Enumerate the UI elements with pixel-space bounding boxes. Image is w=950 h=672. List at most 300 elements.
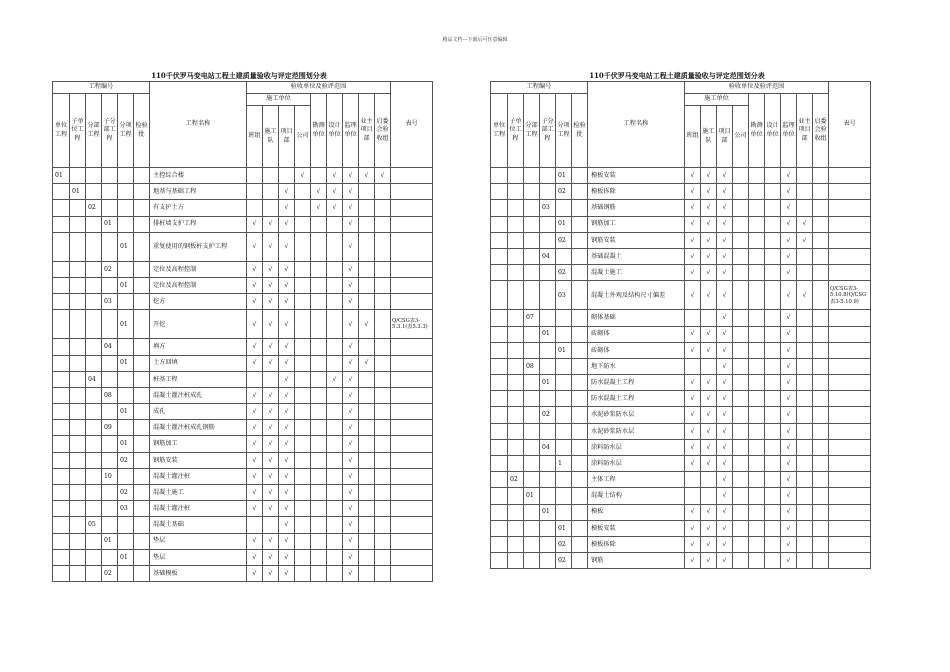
design-check — [765, 281, 781, 310]
owner-check — [359, 261, 375, 277]
project-name: 挖方 — [150, 294, 247, 310]
sub-unit-code — [508, 265, 524, 281]
survey-check — [311, 517, 327, 533]
item-code — [118, 294, 134, 310]
committee-check — [375, 436, 391, 452]
survey-check — [749, 184, 765, 200]
design-check — [327, 294, 343, 310]
survey-check — [311, 436, 327, 452]
division-code — [524, 553, 540, 569]
header-crew: 施工队 — [701, 106, 717, 168]
unit-code — [491, 520, 508, 536]
survey-check — [311, 501, 327, 517]
header-sub-division: 子分部工程 — [540, 94, 556, 168]
company-check — [295, 232, 311, 261]
lot-code — [572, 326, 588, 342]
sub-unit-code — [508, 168, 524, 184]
company-check — [733, 310, 749, 326]
design-check — [765, 342, 781, 358]
sub-division-code — [102, 452, 118, 468]
design-check: √ — [327, 371, 343, 387]
table-row — [53, 387, 433, 403]
sub-division-code — [102, 501, 118, 517]
project-name: 模板拆除 — [588, 536, 685, 552]
table-row — [491, 184, 871, 200]
project-dept-check: √ — [717, 439, 733, 455]
project-name: 成孔 — [150, 404, 247, 420]
committee-check — [813, 553, 829, 569]
lot-code — [572, 358, 588, 374]
project-dept-check: √ — [279, 549, 295, 565]
item-code: 03 — [556, 281, 572, 310]
lot-code — [572, 456, 588, 472]
survey-check — [749, 326, 765, 342]
table-header — [53, 82, 433, 168]
table-row — [53, 294, 433, 310]
design-check — [765, 232, 781, 248]
unit-code — [53, 533, 70, 549]
sub-unit-code — [70, 339, 86, 355]
team-check: √ — [685, 200, 701, 216]
sub-division-code — [540, 310, 556, 326]
owner-check — [797, 310, 813, 326]
supervision-check: √ — [343, 549, 359, 565]
unit-code — [491, 310, 508, 326]
committee-check — [813, 281, 829, 310]
design-check — [327, 404, 343, 420]
item-code: 02 — [556, 232, 572, 248]
form-number — [391, 294, 433, 310]
owner-check — [797, 375, 813, 391]
form-number — [391, 355, 433, 371]
item-code: 01 — [118, 232, 134, 261]
committee-check — [375, 184, 391, 200]
table-row — [491, 472, 871, 488]
lot-code — [134, 436, 150, 452]
crew-check: √ — [701, 553, 717, 569]
unit-code — [491, 265, 508, 281]
crew-check — [263, 517, 279, 533]
header-construction-unit: 施工单位 — [685, 94, 749, 106]
form-number — [391, 200, 433, 216]
design-check — [327, 517, 343, 533]
header-committee: 启委会验收组 — [813, 94, 829, 168]
project-dept-check: √ — [279, 339, 295, 355]
lot-code — [134, 501, 150, 517]
header-sub-item: 分项工程 — [118, 94, 134, 168]
sub-division-code — [102, 517, 118, 533]
team-check: √ — [685, 423, 701, 439]
header-team: 班组 — [685, 106, 701, 168]
sub-unit-code — [70, 261, 86, 277]
owner-check — [797, 248, 813, 264]
crew-check: √ — [701, 456, 717, 472]
team-check: √ — [247, 485, 263, 501]
design-check — [327, 420, 343, 436]
form-number — [391, 485, 433, 501]
owner-check — [359, 420, 375, 436]
project-dept-check: √ — [717, 456, 733, 472]
company-check — [733, 423, 749, 439]
project-dept-check: √ — [717, 358, 733, 374]
item-code: 01 — [118, 310, 134, 339]
division-code — [86, 355, 102, 371]
team-check: √ — [247, 501, 263, 517]
sub-unit-code — [508, 391, 524, 407]
unit-code — [53, 200, 70, 216]
supervision-check: √ — [781, 168, 797, 184]
lot-code — [572, 310, 588, 326]
item-code — [118, 184, 134, 200]
company-check — [295, 355, 311, 371]
division-code — [524, 407, 540, 423]
survey-check — [311, 420, 327, 436]
survey-check — [311, 261, 327, 277]
project-dept-check: √ — [279, 468, 295, 484]
owner-check — [359, 517, 375, 533]
header-survey-unit: 勘测单位 — [749, 94, 765, 168]
table-header — [491, 82, 871, 168]
sub-division-code — [540, 488, 556, 504]
sub-unit-code — [70, 355, 86, 371]
form-number — [391, 232, 433, 261]
unit-code — [491, 358, 508, 374]
header-sub-item: 分项工程 — [556, 94, 572, 168]
sub-unit-code — [70, 485, 86, 501]
crew-check: √ — [263, 501, 279, 517]
supervision-check: √ — [343, 371, 359, 387]
lot-code — [134, 533, 150, 549]
company-check — [733, 248, 749, 264]
design-check — [765, 391, 781, 407]
project-name: 模板安装 — [588, 520, 685, 536]
owner-check — [797, 391, 813, 407]
crew-check: √ — [701, 407, 717, 423]
sub-division-code: 01 — [102, 533, 118, 549]
project-name: 有支护土方 — [150, 200, 247, 216]
project-name: 混凝土施工 — [588, 265, 685, 281]
table-title: 110千伏罗马变电站工程土建质量验收与评定范围划分表 — [589, 71, 765, 80]
owner-check — [359, 339, 375, 355]
form-number — [829, 536, 871, 552]
supervision-check: √ — [781, 423, 797, 439]
division-code — [86, 565, 102, 581]
sub-unit-code — [70, 310, 86, 339]
project-dept-check: √ — [279, 294, 295, 310]
project-dept-check: √ — [279, 485, 295, 501]
division-code — [86, 404, 102, 420]
sub-division-code: 03 — [102, 294, 118, 310]
unit-code — [491, 536, 508, 552]
unit-code — [53, 216, 70, 232]
survey-check — [749, 536, 765, 552]
header-inspection-lot: 检验批 — [134, 94, 150, 168]
sub-division-code: 01 — [540, 504, 556, 520]
form-number — [829, 456, 871, 472]
item-code — [118, 339, 134, 355]
sub-unit-code — [508, 423, 524, 439]
header-project-name: 工程名称 — [150, 82, 247, 168]
division-table — [490, 81, 871, 569]
survey-check — [749, 456, 765, 472]
owner-check — [359, 452, 375, 468]
crew-check — [701, 310, 717, 326]
item-code — [118, 371, 134, 387]
survey-check — [311, 371, 327, 387]
supervision-check: √ — [343, 387, 359, 403]
form-number — [391, 549, 433, 565]
supervision-check: √ — [781, 553, 797, 569]
company-check — [733, 265, 749, 281]
owner-check — [797, 456, 813, 472]
lot-code — [134, 420, 150, 436]
project-dept-check: √ — [279, 371, 295, 387]
committee-check — [375, 387, 391, 403]
unit-code — [53, 420, 70, 436]
sub-unit-code — [508, 326, 524, 342]
owner-check — [797, 488, 813, 504]
supervision-check: √ — [781, 232, 797, 248]
sub-unit-code — [70, 468, 86, 484]
design-check — [327, 549, 343, 565]
table-row — [53, 261, 433, 277]
item-code — [556, 326, 572, 342]
design-check — [765, 216, 781, 232]
crew-check — [701, 472, 717, 488]
lot-code — [572, 536, 588, 552]
supervision-check: √ — [343, 452, 359, 468]
survey-check — [749, 423, 765, 439]
crew-check: √ — [263, 339, 279, 355]
sub-division-code: 04 — [540, 439, 556, 455]
sub-unit-code — [70, 277, 86, 293]
form-number — [391, 216, 433, 232]
survey-check — [749, 488, 765, 504]
project-name: 涂料防水层 — [588, 456, 685, 472]
survey-check — [311, 339, 327, 355]
design-check — [765, 310, 781, 326]
table-row — [53, 485, 433, 501]
header-committee: 启委会验收组 — [375, 94, 391, 168]
crew-check: √ — [263, 533, 279, 549]
team-check — [685, 310, 701, 326]
division-code — [86, 310, 102, 339]
division-code — [524, 456, 540, 472]
committee-check — [813, 488, 829, 504]
crew-check: √ — [263, 387, 279, 403]
committee-check — [813, 391, 829, 407]
item-code: 01 — [556, 520, 572, 536]
survey-check — [311, 404, 327, 420]
owner-check — [797, 553, 813, 569]
team-check: √ — [685, 232, 701, 248]
division-code — [86, 216, 102, 232]
item-code — [118, 420, 134, 436]
committee-check — [375, 565, 391, 581]
sub-division-code: 03 — [540, 200, 556, 216]
survey-check — [749, 358, 765, 374]
project-dept-check: √ — [279, 452, 295, 468]
survey-check — [749, 248, 765, 264]
lot-code — [572, 375, 588, 391]
supervision-check: √ — [781, 281, 797, 310]
committee-check — [813, 407, 829, 423]
form-number — [829, 265, 871, 281]
table-row — [491, 200, 871, 216]
supervision-check: √ — [781, 248, 797, 264]
company-check — [733, 342, 749, 358]
team-check: √ — [247, 420, 263, 436]
design-check — [327, 339, 343, 355]
project-dept-check: √ — [279, 310, 295, 339]
survey-check — [311, 277, 327, 293]
header-project-dept: 项目部 — [279, 106, 295, 168]
table-row — [53, 371, 433, 387]
owner-check: √ — [359, 310, 375, 339]
committee-check — [375, 277, 391, 293]
team-check: √ — [685, 407, 701, 423]
owner-check — [797, 536, 813, 552]
sub-division-code — [540, 184, 556, 200]
company-check — [733, 504, 749, 520]
form-number — [829, 310, 871, 326]
supervision-check: √ — [343, 420, 359, 436]
crew-check: √ — [701, 375, 717, 391]
item-code: 1 — [556, 456, 572, 472]
sub-division-code — [102, 436, 118, 452]
team-check: √ — [247, 277, 263, 293]
form-number — [391, 517, 433, 533]
form-number: Q/CSG表3-5.3.1(表5.3.3) — [391, 310, 433, 339]
company-check — [295, 216, 311, 232]
sub-unit-code — [508, 439, 524, 455]
form-number — [829, 326, 871, 342]
committee-check — [375, 485, 391, 501]
supervision-check: √ — [781, 265, 797, 281]
project-dept-check: √ — [717, 488, 733, 504]
header-survey-unit: 勘测单位 — [311, 94, 327, 168]
survey-check — [311, 232, 327, 261]
lot-code — [134, 184, 150, 200]
item-code — [118, 468, 134, 484]
sub-division-code — [540, 456, 556, 472]
unit-code — [53, 485, 70, 501]
sub-division-code: 01 — [102, 216, 118, 232]
table-row — [491, 391, 871, 407]
division-code — [524, 342, 540, 358]
survey-check — [749, 391, 765, 407]
table-row — [491, 504, 871, 520]
supervision-check: √ — [781, 439, 797, 455]
design-check — [765, 265, 781, 281]
form-number — [829, 504, 871, 520]
team-check: √ — [685, 456, 701, 472]
crew-check: √ — [263, 436, 279, 452]
lot-code — [134, 565, 150, 581]
survey-check — [749, 310, 765, 326]
sub-unit-code — [508, 232, 524, 248]
committee-check — [813, 423, 829, 439]
table-row — [491, 168, 871, 184]
sub-unit-code — [70, 371, 86, 387]
item-code — [118, 216, 134, 232]
division-code — [524, 168, 540, 184]
crew-check — [263, 371, 279, 387]
owner-check — [359, 387, 375, 403]
sub-division-code — [540, 358, 556, 374]
division-code — [86, 533, 102, 549]
lot-code — [134, 294, 150, 310]
survey-check — [311, 549, 327, 565]
crew-check: √ — [701, 168, 717, 184]
crew-check: √ — [701, 248, 717, 264]
committee-check — [375, 339, 391, 355]
sub-division-code — [102, 200, 118, 216]
item-code: 01 — [556, 168, 572, 184]
division-code — [524, 184, 540, 200]
project-dept-check: √ — [717, 553, 733, 569]
owner-check: √ — [797, 216, 813, 232]
supervision-check: √ — [343, 468, 359, 484]
team-check — [247, 517, 263, 533]
committee-check — [375, 310, 391, 339]
crew-check: √ — [263, 549, 279, 565]
sub-unit-code — [70, 216, 86, 232]
division-code — [86, 452, 102, 468]
header-supervision-unit: 监理单位 — [343, 94, 359, 168]
supervision-check: √ — [343, 565, 359, 581]
team-check: √ — [685, 391, 701, 407]
division-code — [86, 294, 102, 310]
item-code: 02 — [118, 485, 134, 501]
committee-check — [813, 248, 829, 264]
lot-code — [134, 200, 150, 216]
form-number — [391, 565, 433, 581]
project-dept-check: √ — [717, 216, 733, 232]
survey-check — [749, 472, 765, 488]
project-dept-check: √ — [717, 281, 733, 310]
item-code — [556, 488, 572, 504]
crew-check: √ — [701, 423, 717, 439]
team-check: √ — [247, 533, 263, 549]
sub-division-code — [540, 520, 556, 536]
owner-check — [797, 184, 813, 200]
project-name: 模板安装 — [588, 168, 685, 184]
design-check — [327, 485, 343, 501]
table-row — [491, 342, 871, 358]
design-check — [765, 375, 781, 391]
form-number — [391, 468, 433, 484]
table-row — [53, 420, 433, 436]
item-code — [556, 504, 572, 520]
header-division: 分部工程 — [86, 94, 102, 168]
table-row — [53, 200, 433, 216]
design-check — [765, 504, 781, 520]
sub-unit-code — [70, 533, 86, 549]
company-check — [295, 371, 311, 387]
company-check — [733, 536, 749, 552]
team-check: √ — [247, 387, 263, 403]
form-number — [391, 387, 433, 403]
design-check — [765, 358, 781, 374]
owner-check — [797, 200, 813, 216]
owner-check — [359, 565, 375, 581]
lot-code — [134, 371, 150, 387]
project-dept-check: √ — [279, 277, 295, 293]
unit-code — [491, 391, 508, 407]
supervision-check: √ — [343, 184, 359, 200]
team-check: √ — [247, 310, 263, 339]
